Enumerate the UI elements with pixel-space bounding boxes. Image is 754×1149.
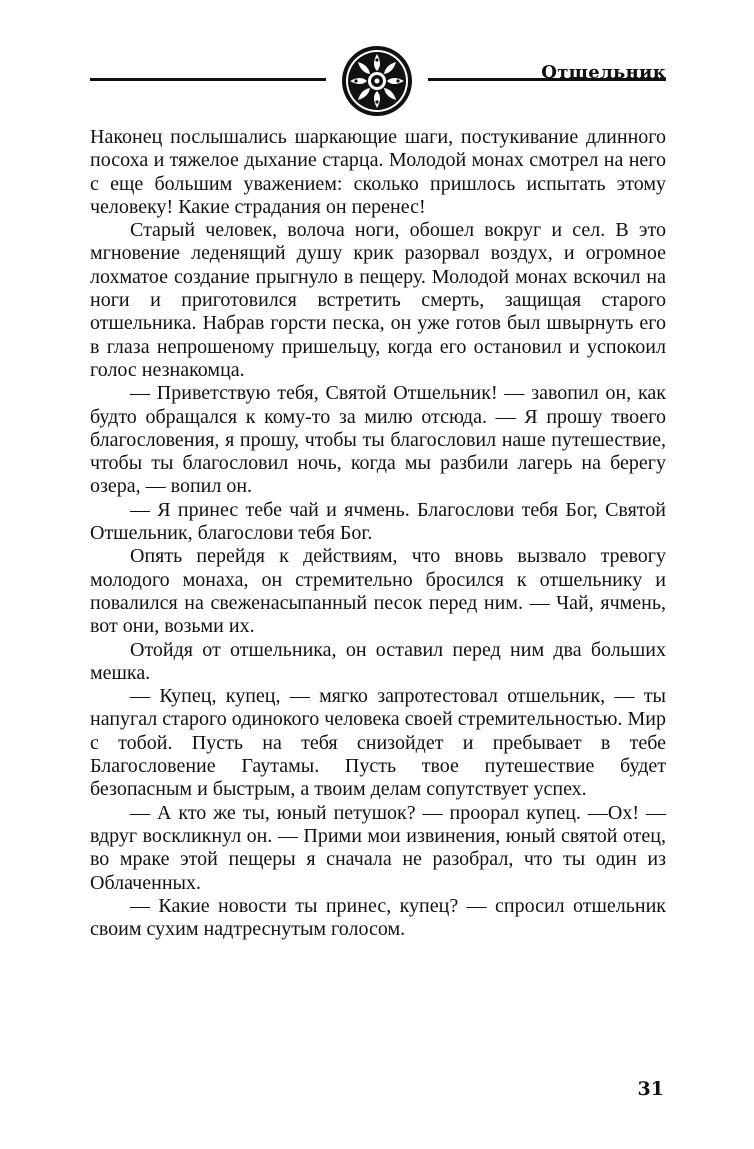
paragraph: Старый человек, волоча ноги, обошел вокруг и сел. В это мгновение леденящий душу крик разорвал воздух, и огромное лохматое создание прыгнуло в пещеру. Молодой монах вскочил на ноги и приготовился встретить смерть, защищая старого отшельника. Набрав горсти песка, он уже готов был швырнуть его в глаза непрошеному пришельцу, когда его остановил и успокоил голос незнакомца. <box>90 219 666 381</box>
paragraph: Наконец послышались шаркающие шаги, постукивание длинного посоха и тяжелое дыхание старца. Молодой монах смотрел на него с еще большим уважением: сколько пришлось испытать этому человеку! Какие страдания он перенес! <box>90 126 666 218</box>
dharma-wheel-emblem-icon <box>340 44 414 118</box>
paragraph: — Какие новости ты принес, купец? — спросил отшельник своим сухим надтреснутым голосом. <box>90 894 666 941</box>
paragraph: — Я принес тебе чай и ячмень. Благослови тебя Бог, Святой Отшельник, благослови тебя Бог. <box>90 498 666 545</box>
page-number: 31 <box>637 1078 664 1100</box>
paragraph: — Купец, купец, — мягко запротестовал отшельник, — ты напугал старого одинокого человека своей стремительностью. Мир с тобой. Пусть на тебя снизойдет и пребывает в тебе Благословение Гаутамы. Пусть твое путешествие будет безопасным и быстрым, а твоим делам сопутствует успех. <box>90 685 666 801</box>
page-header <box>0 44 754 118</box>
paragraph: Отойдя от отшельника, он оставил перед ним два больших мешка. <box>90 638 666 684</box>
paragraph: — Приветствую тебя, Святой Отшельник! — завопил он, как будто обращался к кому-то за милю отсюда. — Я прошу твоего благословения, я прошу, чтобы ты благословил наше путешествие, чтобы ты благословил ночь, когда мы разбили лагерь на берегу озера, — вопил он. <box>90 382 666 498</box>
paragraph: Опять перейдя к действиям, что вновь вызвало тревогу молодого монаха, он стремительно бросился к отшельнику и повалился на свеженасыпанный песок перед ним. — Чай, ячмень, вот они, возьми их. <box>90 545 666 638</box>
running-title: Отшельник <box>541 62 666 83</box>
header-rule-left <box>90 78 326 81</box>
body-text <box>90 126 666 941</box>
paragraph: — А кто же ты, юный петушок? — проорал купец. —Ох! — вдруг воскликнул он. — Прими мои извинения, юный святой отец, во мраке этой пещеры я сначала не разобрал, что ты один из Облаченных. <box>90 801 666 894</box>
